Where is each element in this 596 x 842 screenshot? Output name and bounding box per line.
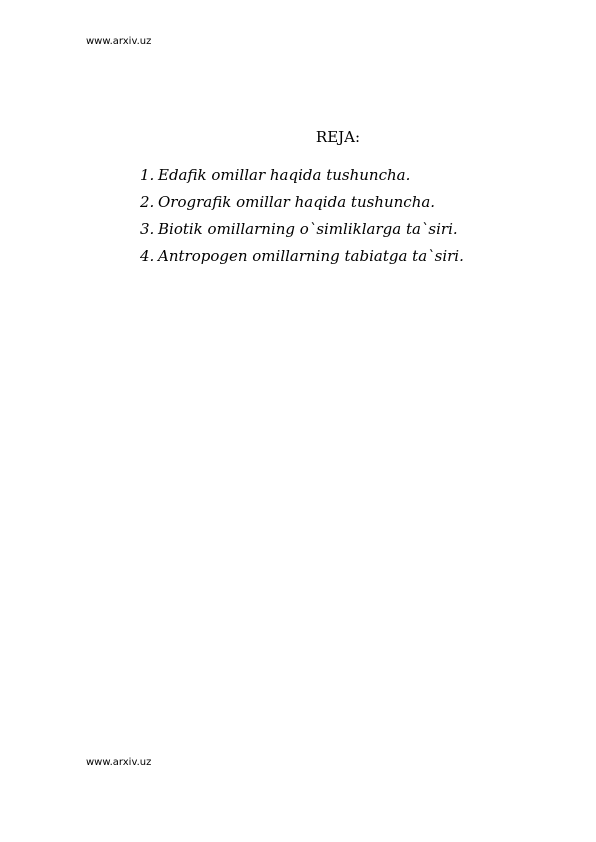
plan-item-3 [140, 220, 464, 238]
plan-item-text: Antropogen omillarning tabiatga ta`siri. [158, 247, 464, 265]
plan-item-2 [140, 193, 464, 211]
plan-item-4 [140, 247, 464, 265]
footer-url: www.arxiv.uz [86, 757, 152, 768]
plan-list [140, 166, 464, 274]
plan-item-text: Edafik omillar haqida tushuncha. [158, 166, 411, 184]
plan-item-1 [140, 166, 464, 184]
plan-item-text: Biotik omillarning o`simliklarga ta`siri. [158, 220, 458, 238]
document-title: REJA: [315, 128, 361, 146]
plan-item-text: Orografik omillar haqida tushuncha. [158, 193, 436, 211]
plan-item-number: 1. [140, 166, 155, 184]
plan-item-number: 3. [140, 220, 155, 238]
plan-item-number: 2. [140, 193, 155, 211]
plan-item-number: 4. [140, 247, 155, 265]
header-url: www.arxiv.uz [86, 36, 152, 47]
